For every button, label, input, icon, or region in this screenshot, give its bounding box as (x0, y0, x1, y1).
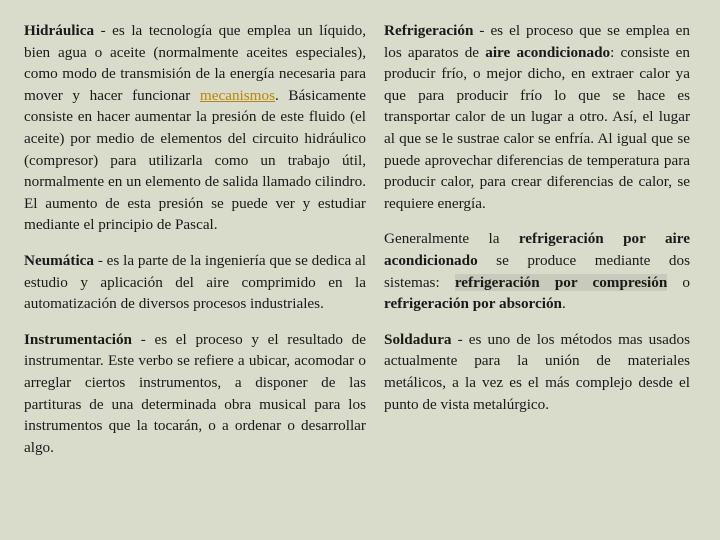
link-mecanismos[interactable]: mecanismos (199, 86, 275, 104)
paragraph-instrumentacion (24, 329, 366, 459)
term-neumatica: Neumática (24, 251, 95, 269)
term-refrigeracion-aire: refrigeración por aire acondicionado (384, 230, 690, 269)
term-refrigeracion-compresion: refrigeración por compresión (454, 273, 668, 291)
hidraulica-text-2: . Básicamente consiste en hacer aumentar la presión de este fluido (el aceite) por medio de elementos del circuito hidráulico (compresor) para utilizarla como un trabajo útil, normalmente en un elemento de salida llamado cilindro. El aumento de esta presión se puede ver y estudiar mediante el principio de Pascal. (24, 86, 367, 234)
term-aire-acondicionado: aire acondicionado (485, 43, 611, 61)
generalmente-text-1: Generalmente la (384, 230, 519, 248)
paragraph-refrigeracion (384, 20, 690, 214)
paragraph-hidraulica (24, 20, 366, 236)
term-refrigeracion-absorcion: refrigeración por absorción (384, 295, 563, 313)
term-hidraulica: Hidráulica (24, 22, 95, 39)
paragraph-generalmente (384, 228, 690, 314)
generalmente-text-3: o (667, 273, 690, 291)
term-instrumentacion: Instrumentación (24, 330, 133, 348)
term-refrigeracion: Refrigeración (384, 22, 474, 39)
left-column (24, 20, 366, 472)
term-soldadura: Soldadura (384, 330, 452, 348)
neumatica-text: - es la parte de la ingeniería que se dedica al estudio y aplicación del aire comprimido en la automatización de diversos procesos industriales. (24, 251, 366, 313)
right-column (384, 20, 690, 429)
instrumentacion-text: - es el proceso y el resultado de instrumentar. Este verbo se refiere a ubicar, acomodar o arreglar ciertos instrumentos, a disponer de las partituras de una determinada obra musical para los instrumentos que la tocarán, o a ordenar o desarrollar algo. (24, 330, 366, 456)
hidraulica-text-1: - es la tecnología que emplea un líquido, bien agua o aceite (normalmente aceites especiales), como modo de transmisión de la energía necesaria para mover y hacer funcionar (24, 22, 366, 104)
paragraph-soldadura (384, 329, 690, 415)
generalmente-text-4: . (562, 295, 566, 313)
paragraph-neumatica (24, 250, 366, 315)
generalmente-text-2: se produce mediante dos sistemas: (384, 251, 690, 291)
soldadura-text: - es uno de los métodos mas usados actualmente para la unión de materiales metálicos, a la vez es el más complejo desde el punto de vista metalúrgico. (384, 330, 690, 413)
refrigeracion-text-1: - es el proceso que se emplea en los aparatos de (384, 22, 690, 61)
refrigeracion-text-2: : consiste en producir frío, o mejor dicho, en extraer calor ya que para producir frío lo que se hace es transportar calor de un lugar a otro. Así, el lugar al que se le sustrae calor se enfría. Al igual que se puede aprovechar diferencias de temperatura para producir calor, para crear diferencias de calor, se requiere energía. (384, 43, 690, 212)
